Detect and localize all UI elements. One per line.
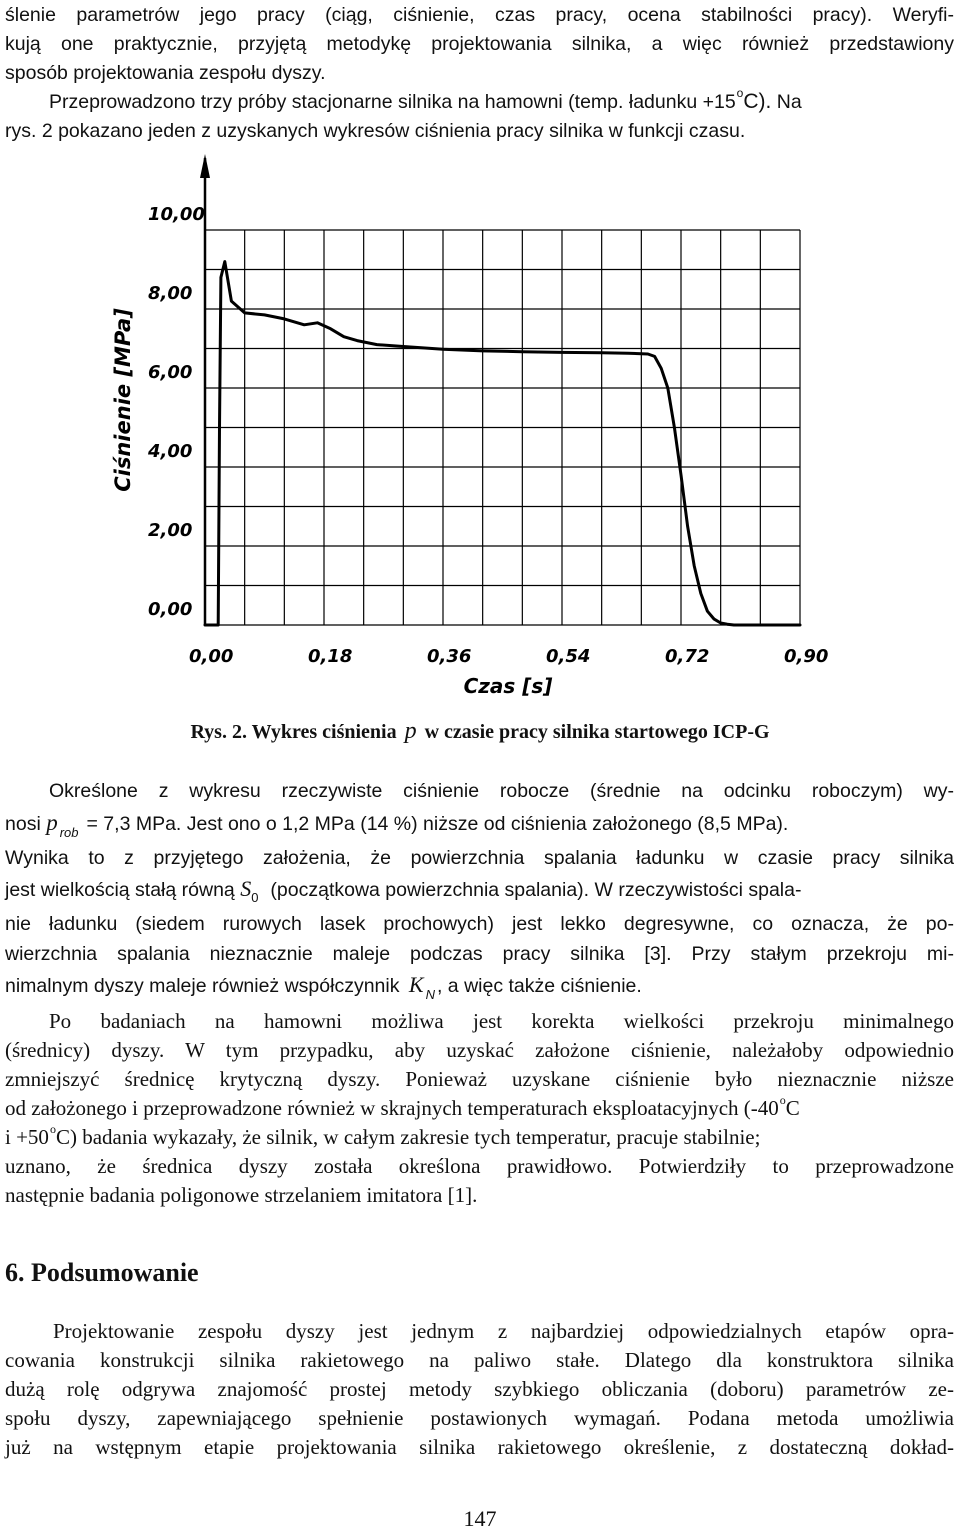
page-number: 147 (463, 1506, 497, 1531)
x-tick-label: 0,36 (427, 646, 472, 667)
pressure-curve (205, 262, 800, 625)
figure-caption: Rys. 2. Wykres ciśnienia p w czasie pracy silnika startowego ICP-G (190, 718, 770, 744)
intro-line-3: sposób projektowania zespołu dyszy. (5, 62, 326, 84)
x-tick-labels (189, 646, 828, 667)
y-tick-label: 10,00 (148, 204, 205, 225)
para1-line-6: wierzchnia spalania nieznacznie maleje podczas pracy silnika [3]. Przy stałym przekroju mi- (5, 943, 954, 965)
y-tick-labels (147, 204, 205, 620)
para2-line-4: od założonego i przeprowadzone również w skrajnych temperaturach eksploatacyjnych (-40$^o$C (5, 1093, 800, 1120)
y-tick-label: 2,00 (148, 520, 193, 541)
chart-grid (205, 230, 800, 625)
pressure-time-chart (100, 150, 829, 710)
y-tick-label: 8,00 (148, 283, 193, 304)
y-tick-label: 6,00 (148, 362, 193, 383)
y-tick-label: 4,00 (148, 441, 193, 462)
para3-line-3: dużą rolę odgrywa znajomość prostej metody szybkiego obliczania (doboru) parametrów ze- (5, 1377, 954, 1401)
y-axis-label: Ciśnienie [MPa] (111, 308, 135, 492)
x-axis-label: Czas [s] (463, 674, 553, 698)
y-tick-label: 0,00 (148, 599, 193, 620)
intro-line-4: Przeprowadzono trzy próby stacjonarne silnika na hamowni (temp. ładunku $+15^oC$). Na (49, 86, 802, 113)
para1-line-7: nimalnym dyszy maleje również współczynnik K $_N$ , a więc także ciśnienie. (5, 972, 642, 1002)
para2-line-7: następnie badania poligonowe strzelaniem imitatora [1]. (5, 1183, 478, 1207)
para1-line-4: jest wielkością stałą równą $S_0$ (początkowa powierzchnia spalania). W rzeczywistości spala- (5, 876, 802, 905)
x-tick-label: 0,90 (784, 646, 829, 667)
section-heading: 6. Podsumowanie (5, 1258, 199, 1287)
para1-line-1: Określone z wykresu rzeczywiste ciśnienie robocze (średnie na odcinku roboczym) wy- (49, 780, 954, 802)
para2-line-6: uznano, że średnica dyszy została określona prawidłowo. Potwierdziły to przeprowadzone (5, 1154, 954, 1178)
para1-line-5: nie ładunku (siedem rurowych lasek prochowych) jest lekko degresywne, co oznacza, że po- (5, 913, 954, 935)
para2-line-3: zmniejszyć średnicę krytyczną dyszy. Ponieważ uzyskane ciśnienie było nieznacznie niższe (5, 1067, 954, 1091)
para3-line-1: Projektowanie zespołu dyszy jest jednym z najbardziej odpowiedzialnych etapów opra- (53, 1319, 954, 1343)
para3-line-5: już na wstępnym etapie projektowania silnika rakietowego określenie, z dostateczną dokład- (5, 1435, 954, 1459)
intro-line-5: rys. 2 pokazano jeden z uzyskanych wykresów ciśnienia pracy silnika w funkcji czasu. (5, 120, 746, 142)
y-axis-arrow (200, 154, 210, 178)
para1-line-2: nosi p $_{rob}$ = 7,3 MPa. Jest ono o 1,2 MPa (14 %) niższe od ciśnienia założonego (8,5 MPa). (5, 810, 789, 840)
x-tick-label: 0,00 (189, 646, 234, 667)
intro-line-1: ślenie parametrów jego pracy (ciąg, ciśnienie, czas pracy, ocena stabilności pracy). Weryfi- (5, 4, 954, 26)
x-tick-label: 0,18 (308, 646, 353, 667)
para3-line-4: społu dyszy, zapewniającego spełnienie postawionych wymagań. Podana metoda umożliwia (5, 1406, 954, 1430)
para3-line-2: cowania konstrukcji silnika rakietowego na paliwo stałe. Dlatego dla konstruktora silnika (5, 1348, 954, 1372)
x-tick-label: 0,54 (546, 646, 591, 667)
para2-line-5: $i +50^oC$) badania wykazały, że silnik, w całym zakresie tych temperatur, pracuje stabilnie; (5, 1122, 761, 1149)
intro-line-2: kują one praktycznie, przyjętą metodykę projektowania silnika, a więc również przedstawiony (5, 33, 954, 55)
x-tick-label: 0,72 (665, 646, 710, 667)
para2-line-2: (średnicy) dyszy. W tym przypadku, aby uzyskać założone ciśnienie, należałoby odpowiednio (5, 1038, 954, 1062)
para1-line-3: Wynika to z przyjętego założenia, że powierzchnia spalania ładunku w czasie pracy silnika (5, 847, 954, 869)
para2-line-1: Po badaniach na hamowni możliwa jest korekta wielkości przekroju minimalnego (49, 1009, 954, 1033)
